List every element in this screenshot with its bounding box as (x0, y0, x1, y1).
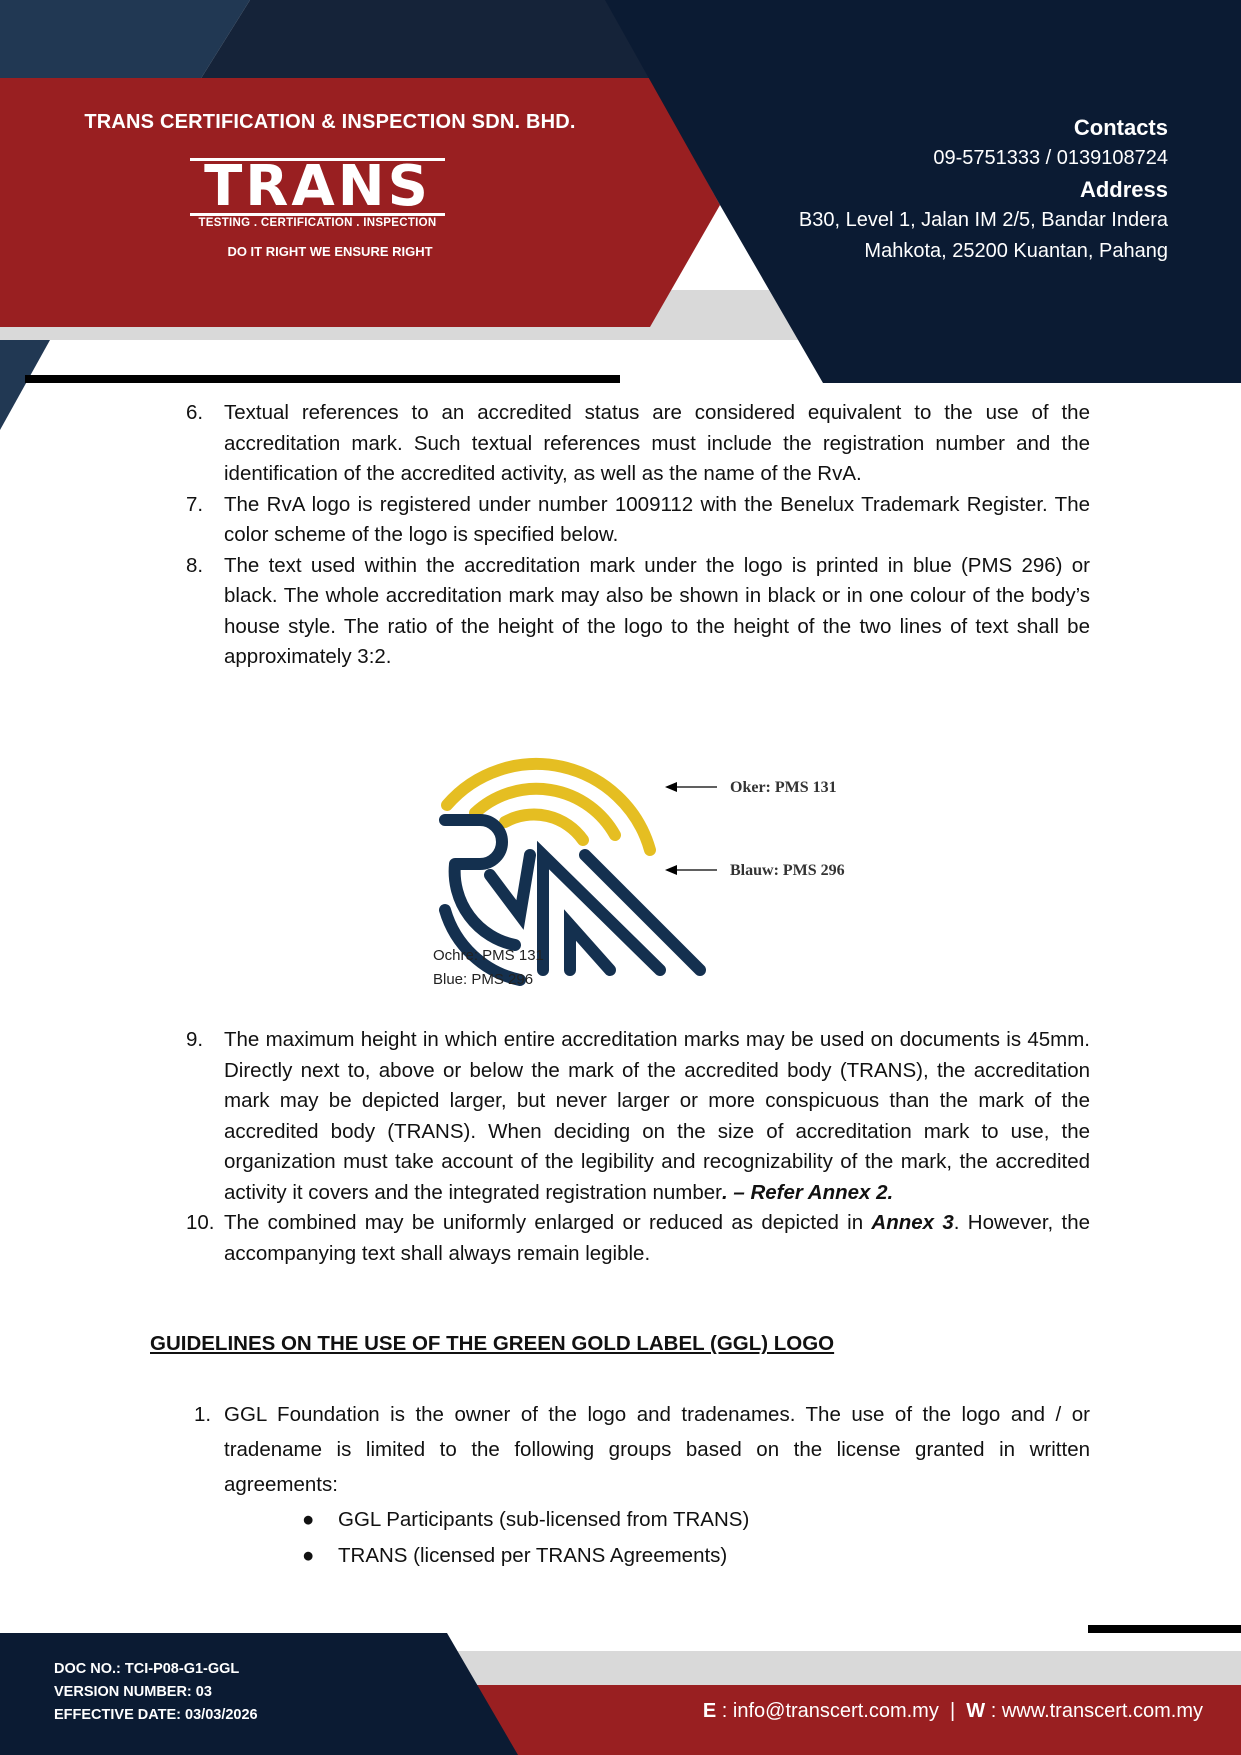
rules-list-b (150, 1025, 1090, 1269)
list-item (150, 490, 1090, 551)
trans-logo-word: TRANS (190, 158, 445, 216)
label-blauw: Blauw: PMS 296 (730, 862, 845, 879)
footer-separator: | (949, 1700, 956, 1722)
item-number: 1. (194, 1403, 212, 1426)
item-text: The combined may be uniformly enlarged or reduced as depicted in (224, 1211, 872, 1234)
contacts-phone: 09-5751333 / 0139108724 (933, 147, 1168, 169)
list-item (150, 1208, 1090, 1269)
web-label: W (966, 1700, 986, 1722)
bullet-item (150, 1538, 1090, 1574)
item-number: 10. (186, 1211, 215, 1234)
ggl-section-title: GUIDELINES ON THE USE OF THE GREEN GOLD LABEL (GGL) LOGO (150, 1332, 835, 1355)
header-left-accent (0, 340, 50, 430)
item-text: The RvA logo is registered under number 1009112 with the Benelux Trademark Register. The color scheme of the logo is specified below. (224, 492, 1090, 546)
item-text-cont: . However, the accompanying text shall always remain legible. (224, 1211, 1091, 1265)
item-number: 6. (186, 401, 204, 424)
address-line-1: B30, Level 1, Jalan IM 2/5, Bandar Indera (798, 209, 1168, 231)
list-item (150, 551, 1090, 673)
caption-blue: Blue: PMS 296 (433, 971, 534, 988)
version-number: VERSION NUMBER: 03 (54, 1684, 212, 1700)
list-item (150, 398, 1090, 490)
footer-contact: E : info@transcert.com.my | W : www.transcert.com.my (702, 1700, 1203, 1722)
doc-meta (54, 1658, 258, 1727)
list-item (150, 1025, 1090, 1208)
rva-logo-figure (425, 725, 885, 995)
contacts-label: Contacts (1073, 115, 1168, 140)
item-number: 7. (186, 492, 204, 516)
bullet-icon: ● (302, 1544, 315, 1567)
item-number: 9. (186, 1028, 204, 1051)
footer-rule (1088, 1625, 1241, 1633)
rva-arc-inner (505, 815, 583, 840)
address-label: Address (1079, 177, 1168, 202)
doc-number: DOC NO.: TCI-P08-G1-GGL (54, 1661, 240, 1677)
trans-logo (150, 154, 485, 229)
company-tagline: DO IT RIGHT WE ENSURE RIGHT (227, 244, 433, 259)
item-text: GGL Foundation is the owner of the logo and tradenames. The use of the logo and / or tradename is limited to the following groups based on the license granted in written agreements: (224, 1403, 1090, 1496)
email-label: E (702, 1700, 717, 1722)
item-number: 8. (186, 553, 204, 577)
annex-3-reference: Annex 3 (871, 1211, 954, 1234)
rva-letter-a-inner (570, 925, 610, 970)
annex-2-reference: . – Refer Annex 2. (721, 1180, 894, 1204)
website-link[interactable]: www.transcert.com.my (1001, 1700, 1203, 1722)
bullet-text: GGL Participants (sub-licensed from TRANS) (338, 1508, 750, 1531)
effective-date: EFFECTIVE DATE: 03/03/2026 (54, 1707, 258, 1723)
list-item (150, 1397, 1090, 1502)
email-link[interactable]: info@transcert.com.my (732, 1700, 939, 1722)
company-name: TRANS CERTIFICATION & INSPECTION SDN. BHD. (84, 111, 576, 133)
caption-ochre: Ochre: PMS 131 (433, 947, 544, 964)
item-text: The maximum height in which entire accreditation marks may be used on documents is 45mm. Directly next to, above or below the mark of the accredited body (TRANS), the accreditation mark may be depicted larger, but never larger or more conspicuous than the mark of the accredited body (TRANS). When deciding on the size of accreditation mark to use, the organization must take account of the legibility and recognizability of the mark, the accredited activity it covers and the integrated registration number (224, 1028, 1090, 1204)
item-text: The text used within the accreditation mark under the logo is printed in blue (PMS 296) or black. The whole accreditation mark may also be shown in black or in one colour of the body’s house style. The ratio of the height of the logo to the height of the two lines of text shall be approximately 3:2. (224, 553, 1090, 668)
rules-list-a (150, 398, 1090, 673)
footer-grey-band (450, 1651, 1241, 1685)
bullet-text: TRANS (licensed per TRANS Agreements) (338, 1544, 728, 1567)
ggl-list (150, 1397, 1090, 1574)
trans-logo-subtitle: TESTING . CERTIFICATION . INSPECTION (198, 217, 437, 229)
header-rule (25, 375, 620, 383)
bullet-item (150, 1502, 1090, 1538)
bullet-icon: ● (302, 1508, 315, 1531)
header-dark-band (200, 0, 660, 80)
address-line-2: Mahkota, 25200 Kuantan, Pahang (864, 240, 1168, 262)
item-text: Textual references to an accredited status are considered equivalent to the use of the accreditation mark. Such textual references must include the registration number and the identification of the accredited activity, as well as the name of the RvA. (224, 401, 1090, 485)
contact-block (799, 112, 1168, 267)
label-oker: Oker: PMS 131 (730, 779, 837, 796)
